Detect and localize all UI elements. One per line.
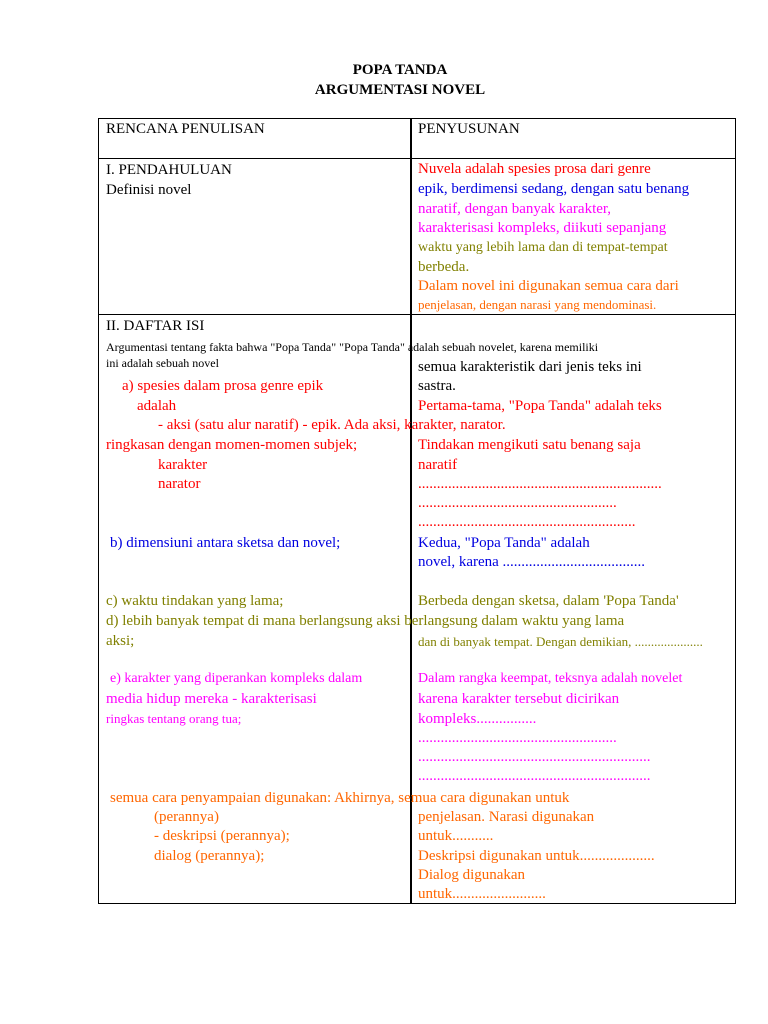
document-title: POPA TANDA [352,62,448,78]
point-a-line: karakter [158,457,208,473]
point-f-line: (perannya) [154,809,219,825]
column-header-penyusunan: PENYUSUNAN [418,121,520,137]
point-f-answer: Deskripsi digunakan untuk.................... [418,848,655,864]
point-e-line: ringkas tentang orang tua; [106,711,242,726]
intro-line: sastra. [418,378,456,394]
section-heading: I. PENDAHULUAN [106,162,232,178]
section-subheading: Definisi novel [106,182,192,198]
point-a-answer: .......................................................... [418,514,636,530]
point-a-line: a) spesies dalam prosa genre epik [122,378,324,394]
point-e-answer: .............................................................. [418,749,651,765]
point-a-line: adalah [137,398,177,414]
point-f-answer: untuk......................... [418,886,546,902]
point-cd-answer: dan di banyak tempat. Dengan demikian, ..................... [418,634,703,649]
point-a-answer: Tindakan mengikuti satu benang saja [418,437,641,453]
point-e-answer: kompleks................ [418,711,537,727]
point-a-answer: naratif [418,457,458,473]
point-b-answer: novel, karena ...................................... [418,554,646,570]
definition-line: penjelasan, dengan narasi yang mendominasi. [418,297,657,312]
point-d-line: d) lebih banyak tempat di mana berlangsung aksi berlangsung dalam waktu yang lama [106,613,625,629]
point-e-answer: karena karakter tersebut dicirikan [418,691,620,707]
point-f-answer: penjelasan. Narasi digunakan [418,809,595,825]
point-a-answer: Pertama-tama, "Popa Tanda" adalah teks [418,398,662,414]
point-f-answer: Dialog digunakan [418,867,526,883]
definition-line: waktu yang lebih lama dan di tempat-tempat [418,240,668,255]
point-a-line: narator [158,476,201,492]
point-f-line: - deskripsi (perannya); [154,828,290,844]
definition-line: naratif, dengan banyak karakter, [418,201,612,217]
point-b-line: b) dimensiuni antara sketsa dan novel; [110,535,341,551]
point-a-answer: ................................................................. [418,476,662,492]
point-a-line: ringkasan dengan momen-momen subjek; [106,437,358,453]
definition-line: Nuvela adalah spesies prosa dari genre [418,161,651,177]
point-a-line: - aksi (satu alur naratif) - epik. Ada aksi, karakter, narator. [158,417,506,433]
point-b-answer: Kedua, "Popa Tanda" adalah [418,535,590,551]
document-subtitle: ARGUMENTASI NOVEL [314,82,486,98]
intro-line: semua karakteristik dari jenis teks ini [418,359,642,375]
point-c-line: c) waktu tindakan yang lama; [106,593,284,609]
point-e-answer: Dalam rangka keempat, teksnya adalah novelet [418,671,683,686]
point-e-answer: ..................................................... [418,730,617,746]
definition-line: berbeda. [418,259,470,275]
point-e-answer: .............................................................. [418,768,651,784]
definition-line: karakterisasi kompleks, diikuti sepanjang [418,220,667,236]
point-a-answer: ..................................................... [418,495,617,511]
definition-line: Dalam novel ini digunakan semua cara dari [418,278,679,294]
point-e-line: e) karakter yang diperankan kompleks dalam [110,671,363,686]
point-cd-answer: Berbeda dengan sketsa, dalam 'Popa Tanda' [418,593,679,609]
point-f-line: semua cara penyampaian digunakan: Akhirnya, semua cara digunakan untuk [110,790,570,806]
point-d-line: aksi; [106,633,135,649]
column-header-rencana: RENCANA PENULISAN [106,121,265,137]
point-f-line: dialog (perannya); [154,848,265,864]
point-f-answer: untuk........... [418,828,494,844]
intro-line: ini adalah sebuah novel [106,356,219,370]
intro-line: Argumentasi tentang fakta bahwa "Popa Tanda" "Popa Tanda" adalah sebuah novelet, karena memiliki [106,340,599,354]
definition-line: epik, berdimensi sedang, dengan satu benang [418,181,690,197]
point-e-line: media hidup mereka - karakterisasi [106,691,317,707]
section-heading: II. DAFTAR ISI [106,318,205,334]
